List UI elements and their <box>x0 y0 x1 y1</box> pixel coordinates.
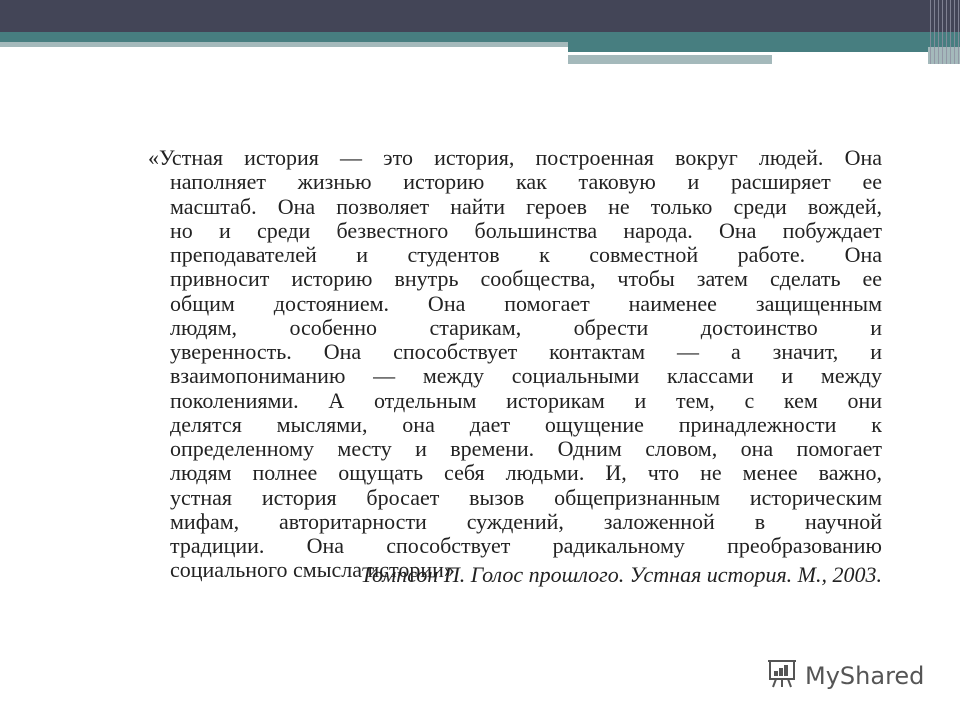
quote-line <box>170 437 882 461</box>
quote-line-text: «Устная история — это история, построенная вокруг людей. Она <box>148 145 882 170</box>
quote-line <box>170 292 882 316</box>
quote-line-text: социального смысла истории» <box>170 557 455 583</box>
watermark-text: MyShared <box>805 662 925 690</box>
quote-line <box>170 170 882 194</box>
quote-line <box>170 413 882 437</box>
decorative-lines <box>930 0 960 64</box>
quote-line <box>148 146 882 170</box>
quote-line-text: привносит историю внутрь сообщества, чтобы затем сделать ее <box>170 266 882 292</box>
quote-line <box>170 219 882 243</box>
quote-line <box>170 340 882 364</box>
light-bar <box>568 55 772 64</box>
accent-stripe <box>0 32 960 42</box>
quote-line-text: традиции. Она способствует радикальному преобразованию <box>170 533 882 558</box>
quote-line <box>170 364 882 388</box>
quote-line-text: общим достоянием. Она помогает наименее защищенным <box>170 290 882 316</box>
quote-line <box>170 316 882 340</box>
quote-line-text: наполняет жизнью историю как таковую и расширяет ее <box>170 169 882 195</box>
quote-line-text: мифам, авторитарности суждений, заложенной в научной <box>170 508 882 534</box>
quote-line <box>170 389 882 413</box>
quote-line-text: взаимопониманию — между социальными классами и между <box>170 363 882 389</box>
quote-line <box>170 461 882 485</box>
quote-line-text: поколениями. А отдельным историкам и тем, с кем они <box>170 387 882 413</box>
quote-line-text: определенному месту и времени. Одним словом, она помогает <box>170 436 882 461</box>
accent-stripe-right <box>568 42 960 52</box>
quote-line-text: людям, особенно старикам, обрести достоинство и <box>170 314 882 340</box>
citation: Томпсон П. Голос прошлого. Устная история. М., 2003. <box>360 562 882 587</box>
quote-line <box>170 243 882 267</box>
presentation-board-icon <box>765 656 799 696</box>
quote-line <box>170 195 882 219</box>
quote-line <box>170 534 882 558</box>
quote-line <box>170 510 882 534</box>
quote-line-text: масштаб. Она позволяет найти героев не только среди вождей, <box>170 193 882 219</box>
quote-line-text: преподавателей и студентов к совместной работе. Она <box>170 242 882 267</box>
light-stripe <box>0 42 568 47</box>
quote-line-text: но и среди безвестного большинства народа. Она побуждает <box>170 217 882 243</box>
quote-line <box>170 267 882 291</box>
quote-line-text: делятся мыслями, она дает ощущение принадлежности к <box>170 411 882 437</box>
quote-text <box>148 145 882 583</box>
quote-line-text: устная история бросает вызов общепризнанным историческим <box>170 484 882 510</box>
watermark-logo <box>765 656 924 696</box>
quote-line-text: людям полнее ощущать себя людьми. И, что не менее важно, <box>170 460 882 486</box>
quote-line <box>170 486 882 510</box>
quote-line-text: уверенность. Она способствует контактам — а значит, и <box>170 339 882 364</box>
header-bar <box>0 0 960 32</box>
